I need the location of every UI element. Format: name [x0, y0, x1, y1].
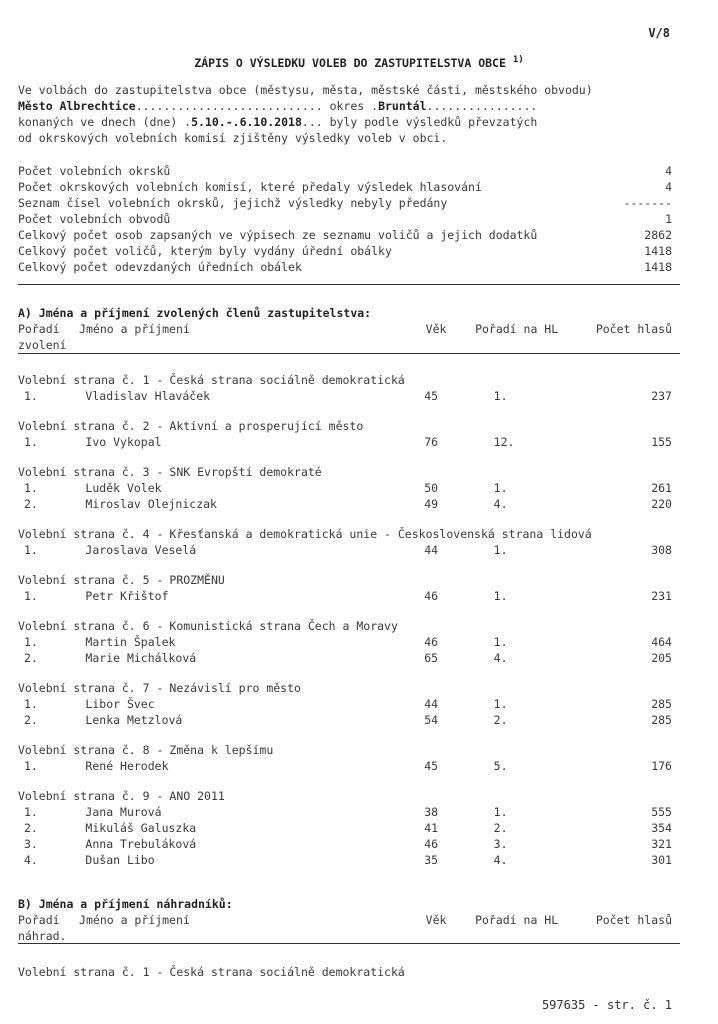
stat-label: Počet volebních obvodů [18, 212, 171, 226]
col-rank: Pořadí na HL [475, 322, 559, 336]
candidate-rank: 1. [493, 589, 508, 603]
candidate-age: 45 [424, 389, 439, 403]
candidate-order: 1. [24, 543, 38, 557]
party-name: Aktivní a prosperující město [169, 419, 364, 433]
party-group [18, 788, 672, 868]
elected-list [18, 358, 672, 868]
stat-row [18, 259, 672, 275]
party-label: Volební strana č. 6 - [18, 619, 164, 633]
candidate-name: René Herodek [85, 759, 169, 773]
party-name: Česká strana sociálně demokratická [169, 373, 405, 387]
party-name: Křesťanská a demokratická unie - Československá strana lidová [169, 527, 592, 541]
col-order-2: zvolení [18, 338, 67, 352]
page-code: V/8 [648, 26, 670, 40]
candidate-order: 2. [24, 821, 38, 835]
candidate-votes: 237 [651, 389, 672, 403]
candidate-order: 1. [24, 481, 38, 495]
party-label: Volební strana č. 8 - [18, 743, 164, 757]
candidate-age: 44 [424, 543, 439, 557]
party-group [18, 680, 672, 728]
candidate-votes: 555 [651, 805, 672, 819]
candidate-name: Vladislav Hlaváček [85, 389, 211, 403]
held-label: konaných ve dnech (dne) [18, 115, 178, 129]
document-title [0, 55, 718, 70]
candidate-order: 1. [24, 389, 38, 403]
candidate-name: Luděk Volek [85, 481, 162, 495]
intro-line-3-rest: byly podle výsledků převzatých [329, 115, 538, 129]
candidate-name: Ivo Vykopal [85, 435, 162, 449]
candidate-order: 3. [24, 837, 38, 851]
candidate-rank: 1. [493, 543, 508, 557]
candidate-rank: 1. [493, 481, 508, 495]
party-name: Nezávislí pro město [169, 681, 301, 695]
divider-b [18, 943, 680, 944]
candidate-order: 4. [24, 853, 38, 867]
col-age-b: Věk [425, 913, 447, 927]
intro-line-2: Město Albrechtice........................... okres .Bruntál................ [18, 99, 538, 113]
stat-label: Celkový počet voličů, kterým byly vydány úřední obálky [18, 244, 392, 258]
stat-row [18, 211, 672, 227]
dots-2: ................ [426, 99, 538, 113]
section-a-heading: A) Jména a příjmení zvolených členů zastupitelstva: [18, 306, 372, 320]
col-age: Věk [425, 322, 447, 336]
candidate-rank: 3. [493, 837, 508, 851]
candidate-age: 50 [424, 481, 439, 495]
section-b [18, 896, 672, 944]
title-footnote: 1) [512, 55, 524, 65]
intro-line-1: Ve volbách do zastupitelstva obce (městysu, města, městské části, městského obvodu) [18, 83, 593, 97]
stat-row [18, 195, 672, 211]
candidate-votes: 231 [651, 589, 672, 603]
stat-value: ------- [623, 196, 672, 210]
stat-label: Celkový počet osob zapsaných ve výpisech ze seznamu voličů a jejich dodatků [18, 228, 538, 242]
stat-row [18, 163, 672, 179]
candidate-age: 35 [424, 853, 439, 867]
candidate-order: 2. [24, 497, 38, 511]
stat-value: 4 [665, 180, 672, 194]
candidate-rank: 1. [493, 389, 508, 403]
candidate-age: 54 [424, 713, 439, 727]
district-name: Bruntál [378, 99, 427, 113]
stat-label: Počet okrskových volebních komisí, které předaly výsledek hlasování [18, 180, 482, 194]
candidate-order: 1. [24, 435, 38, 449]
party-label: Volební strana č. 4 - [18, 527, 164, 541]
candidate-row [18, 712, 672, 728]
candidate-row [18, 480, 672, 496]
candidate-row [18, 434, 672, 450]
party-header [18, 418, 672, 434]
party-header [18, 372, 672, 388]
stat-label: Seznam čísel volebních okrsků, jejichž výsledky nebyly předány [18, 196, 448, 210]
party-label: Volební strana č. 9 - [18, 789, 164, 803]
party-label: Volební strana č. 3 - [18, 465, 164, 479]
stat-label: Celkový počet odevzdaných úředních obálek [18, 260, 302, 274]
municipality-name: Město Albrechtice [18, 99, 136, 113]
party-group [18, 618, 672, 666]
col-votes-b: Počet hlasů [595, 913, 672, 927]
section-b-party [18, 964, 672, 980]
candidate-name: Libor Švec [85, 697, 155, 711]
section-b-col-header [18, 912, 672, 928]
candidate-name: Jaroslava Veselá [85, 543, 197, 557]
candidate-row [18, 696, 672, 712]
candidate-rank: 1. [493, 635, 508, 649]
candidate-votes: 321 [651, 837, 672, 851]
party-name: Změna k lepšímu [169, 743, 274, 757]
candidate-name: Lenka Metzlová [85, 713, 183, 727]
candidate-name: Dušan Libo [85, 853, 155, 867]
col-order-b-2: náhrad. [18, 929, 67, 943]
stat-value: 4 [665, 164, 672, 178]
party-header [18, 742, 672, 758]
candidate-votes: 261 [651, 481, 672, 495]
party-header [18, 964, 672, 980]
candidate-rank: 2. [493, 821, 508, 835]
candidate-age: 45 [424, 759, 439, 773]
stat-value: 1 [665, 212, 672, 226]
party-header [18, 572, 672, 588]
col-name: Jméno a příjmení [79, 322, 190, 336]
party-name: Česká strana sociálně demokratická [169, 965, 405, 979]
candidate-age: 44 [424, 697, 439, 711]
candidate-rank: 5. [493, 759, 508, 773]
col-order: Pořadí [18, 322, 60, 336]
party-label: Volební strana č. 1 - [18, 965, 164, 979]
candidate-age: 38 [424, 805, 439, 819]
stat-value: 2862 [644, 228, 672, 242]
party-group [18, 572, 672, 604]
party-label: Volební strana č. 2 - [18, 419, 164, 433]
stat-value: 1418 [644, 260, 672, 274]
candidate-row [18, 634, 672, 650]
party-header [18, 464, 672, 480]
candidate-name: Petr Křištof [85, 589, 169, 603]
divider-a [18, 353, 680, 354]
party-name: SNK Evropští demokraté [169, 465, 322, 479]
candidate-row [18, 542, 672, 558]
candidate-name: Jana Murová [85, 805, 162, 819]
stat-value: 1418 [644, 244, 672, 258]
candidate-row [18, 496, 672, 512]
party-label: Volební strana č. 5 - [18, 573, 164, 587]
candidate-row [18, 820, 672, 836]
candidate-age: 76 [424, 435, 439, 449]
candidate-votes: 285 [651, 697, 672, 711]
candidate-name: Miroslav Olejniczak [85, 497, 217, 511]
candidate-votes: 220 [651, 497, 672, 511]
party-group [18, 742, 672, 774]
section-a [18, 305, 672, 353]
candidate-rank: 4. [493, 497, 508, 511]
party-header [18, 788, 672, 804]
party-header [18, 526, 672, 542]
candidate-rank: 12. [493, 435, 515, 449]
col-name-b: Jméno a příjmení [79, 913, 190, 927]
candidate-row [18, 852, 672, 868]
stat-label: Počet volebních okrsků [18, 164, 171, 178]
candidate-rank: 4. [493, 651, 508, 665]
col-votes: Počet hlasů [595, 322, 672, 336]
party-name: ANO 2011 [169, 789, 225, 803]
intro-line-4: od okrskových volebních komisí zjištěny výsledky voleb v obci. [18, 131, 448, 145]
party-group [18, 372, 672, 404]
party-name: PROZMĚNU [169, 573, 225, 587]
stats-block [18, 163, 672, 275]
party-group [18, 526, 672, 558]
section-a-col-header [18, 321, 672, 337]
candidate-age: 65 [424, 651, 439, 665]
candidate-votes: 285 [651, 713, 672, 727]
candidate-age: 41 [424, 821, 439, 835]
candidate-age: 46 [424, 837, 439, 851]
candidate-name: Mikuláš Galuszka [85, 821, 197, 835]
party-name: Komunistická strana Čech a Moravy [169, 619, 398, 633]
candidate-order: 1. [24, 697, 38, 711]
candidate-rank: 2. [493, 713, 508, 727]
election-dates: 5.10.-.6.10.2018 [191, 115, 302, 129]
candidate-age: 46 [424, 635, 439, 649]
candidate-name: Marie Michálková [85, 651, 197, 665]
candidate-row [18, 388, 672, 404]
candidate-rank: 1. [493, 805, 508, 819]
candidate-order: 1. [24, 759, 38, 773]
candidate-order: 1. [24, 589, 38, 603]
col-order-b: Pořadí [18, 913, 60, 927]
stat-row [18, 243, 672, 259]
candidate-votes: 205 [651, 651, 672, 665]
section-b-heading: B) Jména a příjmení náhradníků: [18, 897, 233, 911]
party-group [18, 418, 672, 450]
candidate-votes: 301 [651, 853, 672, 867]
party-group [18, 464, 672, 512]
candidate-order: 1. [24, 635, 38, 649]
candidate-votes: 176 [651, 759, 672, 773]
intro-line-3: konaných ve dnech (dne) .5.10.-.6.10.2018... byly podle výsledků převzatých [18, 115, 538, 129]
candidate-row [18, 758, 672, 774]
intro-block [18, 82, 672, 146]
candidate-name: Martin Špalek [85, 635, 176, 649]
candidate-row [18, 588, 672, 604]
divider-top [18, 284, 680, 285]
candidate-row [18, 804, 672, 820]
page-footer: 597635 - str. č. 1 [541, 998, 672, 1012]
candidate-votes: 155 [651, 435, 672, 449]
dots-1: ........................... [135, 99, 323, 113]
candidate-row [18, 836, 672, 852]
party-label: Volební strana č. 1 - [18, 373, 164, 387]
party-header [18, 618, 672, 634]
title-text: ZÁPIS O VÝSLEDKU VOLEB DO ZASTUPITELSTVA OBCE [194, 55, 506, 70]
candidate-order: 2. [24, 713, 38, 727]
candidate-rank: 1. [493, 697, 508, 711]
candidate-votes: 464 [651, 635, 672, 649]
candidate-votes: 308 [651, 543, 672, 557]
candidate-age: 46 [424, 589, 439, 603]
candidate-order: 2. [24, 651, 38, 665]
candidate-row [18, 650, 672, 666]
candidate-age: 49 [424, 497, 439, 511]
stat-row [18, 227, 672, 243]
stat-row [18, 179, 672, 195]
candidate-order: 1. [24, 805, 38, 819]
party-label: Volební strana č. 7 - [18, 681, 164, 695]
candidate-name: Anna Trebuláková [85, 837, 197, 851]
col-rank-b: Pořadí na HL [475, 913, 559, 927]
okres-label: okres [329, 99, 365, 113]
candidate-rank: 4. [493, 853, 508, 867]
party-header [18, 680, 672, 696]
candidate-votes: 354 [651, 821, 672, 835]
